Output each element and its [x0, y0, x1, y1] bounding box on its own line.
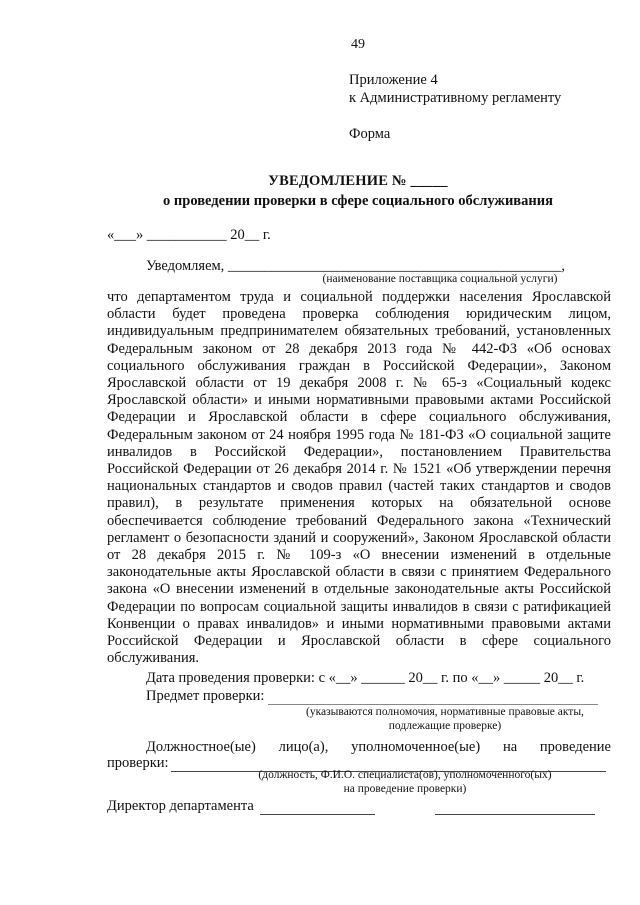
official-word-1: Должностное(ые) — [146, 739, 256, 755]
subject-hint-2: подлежащие проверке) — [388, 720, 502, 732]
inspection-dates: Дата проведения проверки: с «__» ______ 20__ г. по «__» _____ 20__ г. — [146, 670, 585, 686]
subject-row — [146, 688, 598, 705]
appendix-reference — [349, 71, 561, 107]
official-word-2: лицо(а), — [278, 739, 329, 755]
notify-line: Уведомляем, ______________________________________________, — [146, 258, 566, 274]
body-paragraph: что департаментом труда и социальной поддержки населения Ярославской области будет проведена проверка соблюдения юридическим лицом, индивидуальным предпринимателем обязательных требований, установленных Федеральным законом от 28 декабря 2013 года № 442-ФЗ «Об основах социального обслуживания граждан в Российской Федерации», Законом Ярославской области от 19 декабря 2008 г. № 65-з «Социальный кодекс Ярославской области» и иными нормативными правовыми актами Российской Федерации и Ярославской области в сфере социального обслуживания, Федеральным законом от 24 ноября 1995 года № 181-ФЗ «О социальной защите инвалидов в Российской Федерации», постановлением Правительства Российской Федерации от 26 декабря 2014 г. № 1521 «Об утверждении перечня национальных стандартов и сводов правил (частей таких стандартов и сводов правил), в результате применения которых на обязательной основе обеспечивается соблюдение требований Федерального закона «Технический регламент о безопасности зданий и сооружений», Законом Ярославской области от 28 декабря 2015 г. № 109-з «О внесении изменений в отдельные законодательные акты Ярославской области в связи с принятием Федерального закона «О внесении изменений в отдельные законодательные акты Российской Федерации по вопросам социальной защиты инвалидов в связи с ратификацией Конвенции о правах инвалидов» и иными нормативными правовыми актами Российской Федерации и Ярославской области в сфере социального обслуживания. — [107, 289, 611, 667]
check-label: проверки: — [107, 755, 169, 771]
page-number: 49 — [351, 37, 365, 52]
date-line: «___» ___________ 20__ г. — [107, 227, 271, 243]
director-row — [107, 798, 595, 815]
director-label: Директор департамента — [107, 798, 254, 814]
official-hint-1: (должность, Ф.И.О. специалиста(ов), уполномоченного(ых) — [258, 769, 552, 781]
subject-underline — [268, 692, 598, 705]
appendix-line-2: к Административному регламенту — [349, 90, 562, 106]
document-subtitle: о проведении проверки в сфере социального обслуживания — [163, 193, 553, 209]
subject-label: Предмет проверки: — [146, 688, 265, 704]
form-label: Форма — [349, 126, 391, 142]
document-title: УВЕДОМЛЕНИЕ № _____ — [268, 173, 448, 189]
official-row — [146, 739, 611, 756]
subject-hint-1: (указываются полномочия, нормативные правовые акты, — [306, 706, 584, 718]
provider-hint: (наименование поставщика социальной услуги) — [322, 273, 558, 285]
official-word-3: уполномоченное(ые) — [351, 739, 481, 755]
signature-line — [260, 802, 375, 815]
official-word-5: проведение — [539, 739, 611, 755]
official-word-4: на — [502, 739, 518, 755]
name-line — [435, 802, 595, 815]
official-hint-2: на проведение проверки) — [343, 783, 467, 795]
appendix-line-1: Приложение 4 — [349, 72, 438, 88]
